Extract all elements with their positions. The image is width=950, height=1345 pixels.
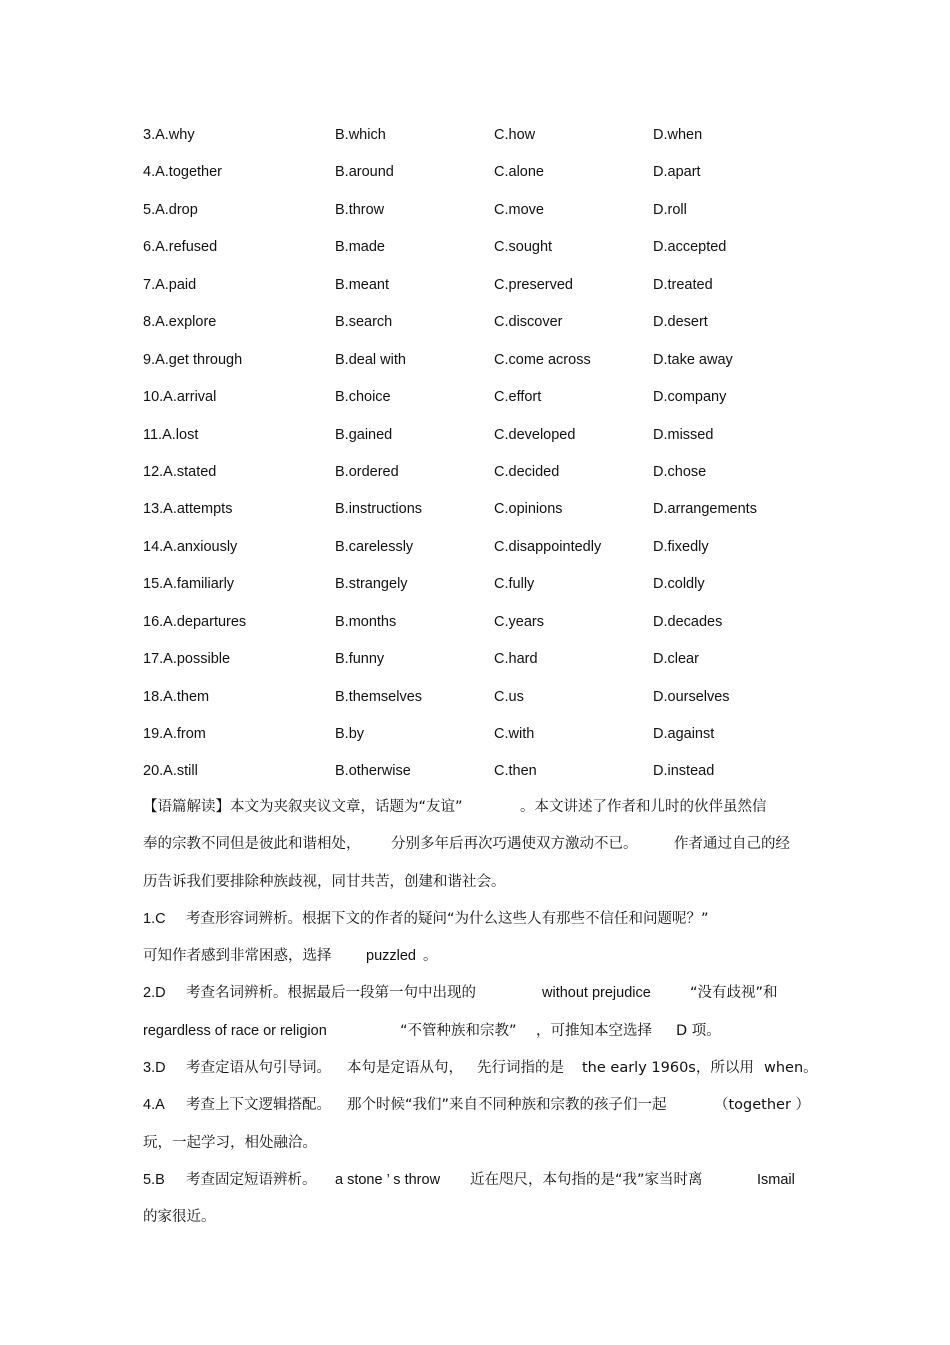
answer-number: 1.C <box>143 910 166 927</box>
option-c: C.move <box>494 201 544 218</box>
option-c: C.hard <box>494 651 538 668</box>
question-options-row <box>143 537 823 574</box>
option-a: 14.A.anxiously <box>143 538 238 555</box>
answer-4 <box>143 1095 813 1132</box>
option-d: D.roll <box>653 201 687 218</box>
text: 奉的宗教不同但是彼此和谐相处， <box>143 836 361 853</box>
option-b: B.meant <box>335 276 389 293</box>
option-c: C.disappointedly <box>494 538 602 555</box>
answer-number: 5.B <box>143 1171 165 1188</box>
option-a: 19.A.from <box>143 726 206 742</box>
question-options-row <box>143 237 823 274</box>
option-a: 10.A.arrival <box>143 389 217 406</box>
text: 【语篇解读】本文为夹叙夹议文章，话题为“友谊” <box>143 799 463 815</box>
option-c: C.with <box>494 726 535 742</box>
option-d: D.when <box>653 127 703 143</box>
answer-1 <box>143 909 813 946</box>
option-b: B.made <box>335 239 385 256</box>
text: D 项。 <box>676 1022 721 1039</box>
option-d: D.company <box>653 389 727 406</box>
option-c: C.fully <box>494 576 535 593</box>
option-c: C.developed <box>494 426 576 443</box>
answer-1-cont <box>143 946 813 983</box>
option-b: B.strangely <box>335 576 408 593</box>
question-options-row <box>143 162 823 199</box>
question-options-row <box>143 200 823 237</box>
option-d: D.clear <box>653 651 699 668</box>
text: 。 <box>423 948 438 965</box>
option-c: C.how <box>494 127 536 143</box>
option-c: C.then <box>494 763 537 780</box>
option-d: D.apart <box>653 164 701 181</box>
text: 分别多年后再次巧遇使双方激动不已。 <box>391 836 638 853</box>
text: 考查上下文逻辑搭配。 <box>186 1097 331 1114</box>
text: 考查形容词辨析。根据下文的作者的疑问“为什么这些人有那些不信任和问题呢？” <box>186 910 709 927</box>
question-options-row <box>143 649 823 686</box>
option-a: 18.A.them <box>143 688 210 705</box>
question-options-row <box>143 425 823 462</box>
text: the early 1960s，所以用 <box>582 1060 754 1077</box>
option-a: 16.A.departures <box>143 613 247 630</box>
question-options-row <box>143 761 823 798</box>
question-options-row <box>143 350 823 387</box>
option-c: C.preserved <box>494 276 573 293</box>
text: “不管种族和宗教” <box>400 1022 517 1039</box>
question-options-row <box>143 387 823 424</box>
option-d: D.arrangements <box>653 501 757 518</box>
option-b: B.by <box>335 726 365 742</box>
option-d: D.ourselves <box>653 688 730 705</box>
answer-2 <box>143 983 813 1020</box>
option-a: 12.A.stated <box>143 463 217 480</box>
answer-number: 4.A <box>143 1097 165 1114</box>
option-c: C.opinions <box>494 501 563 518</box>
option-d: D.coldly <box>653 576 705 593</box>
option-b: B.themselves <box>335 688 423 705</box>
question-options-row <box>143 275 823 312</box>
answer-4-cont <box>143 1133 813 1170</box>
option-a: 11.A.lost <box>143 426 199 443</box>
text: 可知作者感到非常困惑，选择 <box>143 948 332 965</box>
answer-5-cont <box>143 1207 813 1244</box>
text: 玩，一起学习，相处融洽。 <box>143 1134 317 1151</box>
option-a: 5.A.drop <box>143 201 198 218</box>
question-options-row <box>143 499 823 536</box>
option-c: C.effort <box>494 389 542 406</box>
question-options-row <box>143 462 823 499</box>
option-a: 6.A.refused <box>143 239 218 256</box>
option-d: D.chose <box>653 463 707 480</box>
option-b: B.ordered <box>335 463 399 480</box>
answer-2-cont <box>143 1021 813 1058</box>
text: a stone ’ s throw <box>335 1171 441 1188</box>
text: 考查名词辨析。根据最后一段第一句中出现的 <box>186 985 476 1002</box>
option-b: B.instructions <box>335 501 423 518</box>
option-b: B.carelessly <box>335 538 414 555</box>
option-a: 20.A.still <box>143 763 198 780</box>
option-a: 8.A.explore <box>143 314 217 331</box>
text: 考查定语从句引导词。 <box>186 1060 331 1077</box>
question-options-row <box>143 125 823 162</box>
text: 历告诉我们要排除种族歧视，同甘共苦，创建和谐社会。 <box>143 873 506 890</box>
text: 近在咫尺，本句指的是“我”家当时离 <box>470 1171 703 1188</box>
option-a: 15.A.familiarly <box>143 576 235 593</box>
text: 作者通过自己的经 <box>674 836 790 853</box>
text: ，可推知本空选择 <box>536 1022 652 1039</box>
option-c: C.discover <box>494 314 563 331</box>
text: puzzled <box>366 948 416 965</box>
question-options-row <box>143 574 823 611</box>
text: “没有歧视”和 <box>690 985 778 1002</box>
option-a: 4.A.together <box>143 164 222 181</box>
text: 考查固定短语辨析。 <box>186 1171 317 1188</box>
question-options-row <box>143 724 823 761</box>
option-c: C.years <box>494 613 544 630</box>
question-options-row <box>143 312 823 349</box>
option-c: C.decided <box>494 463 560 480</box>
answer-number: 3.D <box>143 1060 166 1077</box>
explanation-line <box>143 797 813 834</box>
explanation-line <box>143 834 813 871</box>
option-b: B.throw <box>335 201 385 218</box>
option-c: C.us <box>494 688 524 705</box>
option-list <box>143 125 823 799</box>
option-a: 13.A.attempts <box>143 501 233 518</box>
option-d: D.treated <box>653 276 713 293</box>
text: 。本文讲述了作者和儿时的伙伴虽然信 <box>520 799 767 815</box>
option-a: 9.A.get through <box>143 351 243 368</box>
option-b: B.gained <box>335 426 393 443</box>
answer-number: 2.D <box>143 985 166 1002</box>
explanation-line <box>143 872 813 909</box>
option-d: D.take away <box>653 351 733 368</box>
question-options-row <box>143 687 823 724</box>
option-d: D.desert <box>653 314 708 331</box>
option-d: D.accepted <box>653 239 727 256</box>
text: 那个时候“我们”来自不同种族和宗教的孩子们一起 <box>347 1097 667 1114</box>
explanation-section <box>143 797 818 1245</box>
option-a: 3.A.why <box>143 127 195 143</box>
text: when。 <box>764 1060 818 1077</box>
option-d: D.against <box>653 726 715 742</box>
option-d: D.instead <box>653 763 715 780</box>
option-b: B.search <box>335 314 393 331</box>
text: without prejudice <box>542 985 651 1002</box>
text: 的家很近。 <box>143 1209 216 1226</box>
option-d: D.missed <box>653 426 714 443</box>
option-a: 7.A.paid <box>143 276 197 293</box>
option-a: 17.A.possible <box>143 651 231 668</box>
option-c: C.come across <box>494 351 591 368</box>
text: （together ） <box>714 1097 811 1114</box>
option-b: B.deal with <box>335 351 406 368</box>
option-b: B.which <box>335 127 386 143</box>
option-d: D.fixedly <box>653 538 709 555</box>
option-c: C.alone <box>494 164 544 181</box>
option-b: B.months <box>335 613 397 630</box>
text: Ismail <box>757 1171 795 1188</box>
question-options-row <box>143 612 823 649</box>
option-b: B.funny <box>335 651 385 668</box>
option-c: C.sought <box>494 239 553 256</box>
option-b: B.otherwise <box>335 763 411 780</box>
option-d: D.decades <box>653 613 723 630</box>
text: 本句是定语从句， <box>347 1060 463 1077</box>
answer-5 <box>143 1170 813 1207</box>
answer-3 <box>143 1058 818 1095</box>
text: 先行词指的是 <box>477 1060 564 1077</box>
text: regardless of race or religion <box>143 1022 327 1039</box>
option-b: B.around <box>335 164 394 181</box>
option-b: B.choice <box>335 389 391 406</box>
